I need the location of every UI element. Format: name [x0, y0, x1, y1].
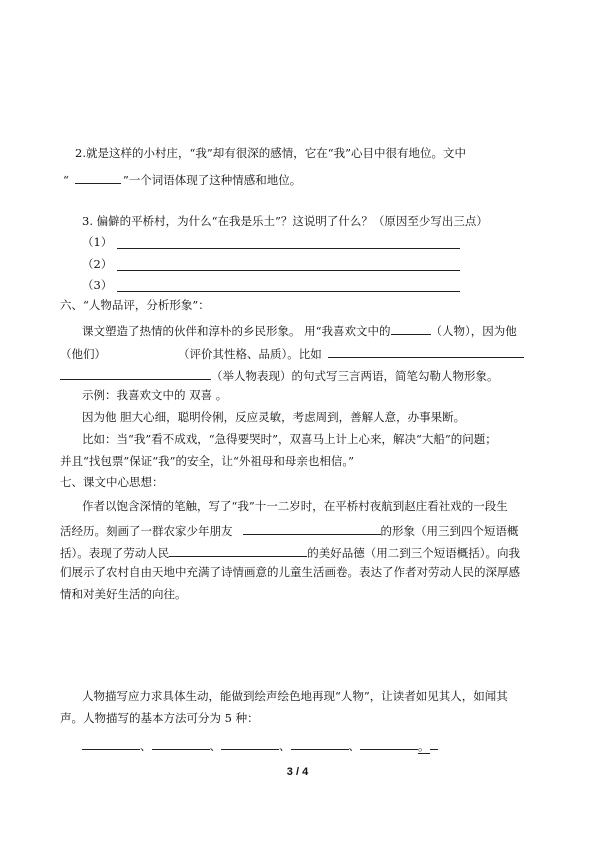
sec6-p2-text-a: （他们） — [60, 347, 106, 362]
sec7-line1: 作者以饱含深情的笔触，写了“我”十一二岁时，在平桥村夜航到赵庄看社戏的一段生 — [82, 499, 508, 513]
method-blank-2[interactable] — [152, 737, 210, 750]
sec6-para-line1 — [82, 322, 517, 339]
q3-answer-line-1[interactable] — [117, 248, 460, 249]
tail-methods-row — [82, 737, 438, 754]
method-tail-underline — [430, 737, 438, 750]
sec7-line3 — [60, 544, 520, 561]
sec6-p1-text-a: 课文塑造了热情的伙伴和淳朴的乡民形象。 用“我喜欢文中的 — [82, 324, 391, 339]
tail-line1: 人物描写应力求具体生动，能做到绘声绘色地再现“人物”，让读者如见其人，如闻其 — [82, 689, 508, 703]
sec6-title: 六、“人物品评，分析形象”： — [60, 298, 210, 312]
method-end: 。 — [418, 739, 430, 754]
sec7-virtue-blank[interactable] — [169, 544, 307, 557]
sec6-para-line2 — [60, 345, 524, 362]
sec6-performance-blank[interactable] — [60, 367, 211, 380]
sec6-example: 示例：我喜欢文中的 双喜 。 — [82, 388, 228, 402]
sec7-line5: 情和对美好生活的向往。 — [60, 587, 187, 601]
q2-line2-text: ”一个词语体现了这种情感和地位。 — [122, 173, 302, 188]
method-sep-1: 、 — [140, 739, 152, 754]
method-sep-2: 、 — [209, 739, 221, 754]
tail-line2: 声。人物描写的基本方法可分为 5 种： — [60, 711, 259, 725]
method-blank-1[interactable] — [82, 737, 140, 750]
sec6-para-line3 — [60, 367, 499, 384]
q3-question: 3. 偏僻的平桥村，为什么“在我是乐土”？这说明了什么？（原因至少写出三点） — [82, 214, 488, 228]
method-sep-4: 、 — [348, 739, 360, 754]
q2-open-quote: “ — [63, 173, 69, 188]
sec6-example-detail-2: 并且“找包票”保证“我”的安全，让“外祖母和母亲也相信。” — [60, 454, 355, 468]
q3-answer-line-2[interactable] — [117, 270, 460, 271]
sec6-because: 因为他 胆大心细，聪明伶俐，反应灵敏，考虑周到，善解人意，办事果断。 — [82, 410, 466, 424]
method-blank-4[interactable] — [291, 737, 349, 750]
sec6-p3-text: （举人物表现）的句式写三言两语，简笔勾勒人物形象。 — [211, 369, 499, 384]
q3-item-1-label: （1） — [82, 235, 113, 249]
method-sep-3: 、 — [279, 739, 291, 754]
q2-line2 — [63, 171, 301, 188]
sec6-p2-text-b: （评价其性格、品质）。比如 — [178, 347, 322, 362]
sec7-l2-text-a: 活经历。刻画了一群农家少年朋友 — [60, 524, 233, 539]
sec6-p1-text-b: （人物），因为他 — [430, 324, 517, 339]
q2-line1: 2.就是这样的小村庄，“我”却有很深的感情，它在“我”心目中很有地位。文中 — [75, 146, 466, 160]
q2-answer-blank[interactable] — [75, 171, 121, 184]
q3-item-2-label: （2） — [82, 257, 113, 271]
sec7-l3-text-b: 的美好品德（用二到三个短语概括）。向我 — [307, 546, 520, 561]
q3-answer-line-3[interactable] — [117, 291, 460, 292]
sec6-example-blank[interactable] — [328, 345, 524, 358]
method-blank-3[interactable] — [221, 737, 279, 750]
sec6-example-detail-1: 比如：当“我”看不成戏，“急得要哭时”，双喜马上计上心来，解决“大船”的问题； — [82, 432, 497, 446]
sec7-line2 — [60, 522, 519, 539]
sec7-image-blank[interactable] — [243, 522, 381, 535]
q3-item-3-label: （3） — [82, 278, 113, 292]
page-number: 3 / 4 — [286, 766, 309, 778]
sec7-title: 七、课文中心思想： — [60, 475, 164, 489]
sec6-character-blank[interactable] — [391, 322, 431, 335]
sec7-l3-text-a: 括）。表现了劳动人民 — [60, 546, 170, 561]
sec7-line4: 们展示了农村自由天地中充满了诗情画意的儿童生活画卷。表达了作者对劳动人民的深厚感 — [60, 565, 520, 579]
sec7-l2-text-b: 的形象（用三到四个短语概 — [380, 524, 519, 539]
method-blank-5[interactable] — [360, 737, 418, 750]
